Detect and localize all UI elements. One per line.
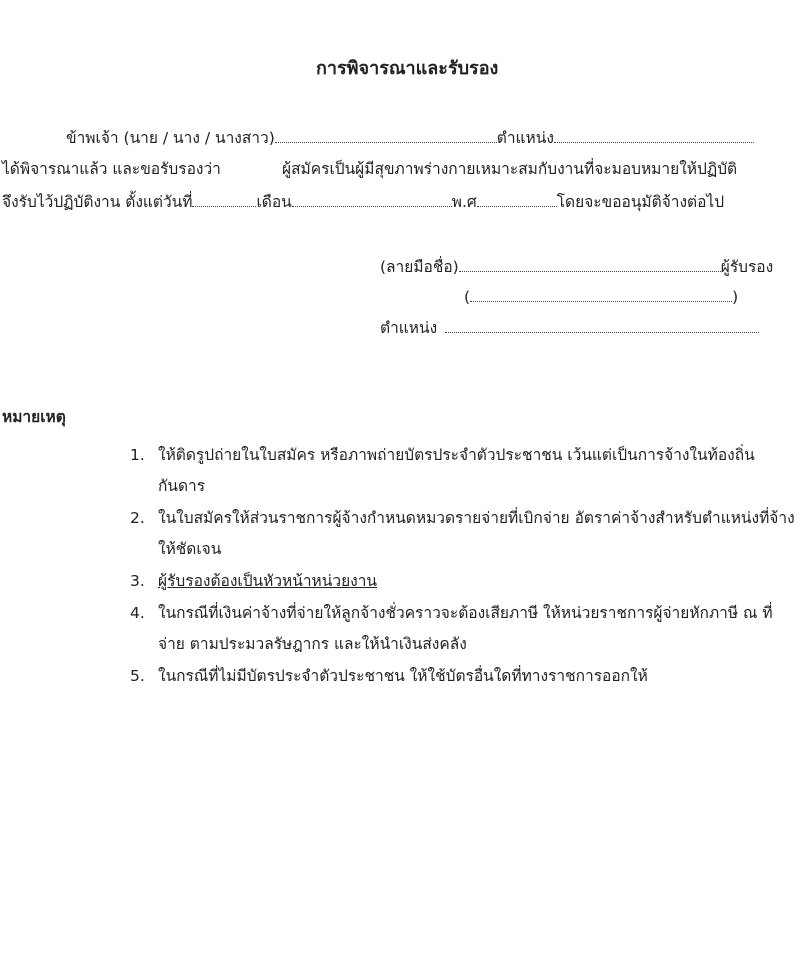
certify-statement-right: ผู้สมัครเป็นผู้มีสุขภาพร่างกายเหมาะสมกับงานที่จะมอบหมายให้ปฏิบัติ <box>282 160 738 178</box>
certifier-position-field[interactable] <box>554 130 754 143</box>
signature-line <box>380 259 773 276</box>
note-text: ในกรณีที่เงินค่าจ้างที่จ่ายให้ลูกจ้างชั่วคราวจะต้องเสียภาษี ให้หน่วยราชการผู้จ่ายหักภาษี ณ ที่จ่าย ตามประมวลรัษฎากร และให้นำเงินส่งคลัง <box>158 604 773 653</box>
certifier-line <box>66 130 754 147</box>
certifier-name-field[interactable] <box>275 130 497 143</box>
note-item <box>130 598 795 660</box>
certifier-name-label: ข้าพเจ้า (นาย / นาง / นางสาว) <box>66 129 275 147</box>
certifier-position-label: ตำแหน่ง <box>496 129 554 147</box>
signer-position-label: ตำแหน่ง <box>380 319 438 337</box>
signature-field[interactable] <box>459 259 721 272</box>
certify-statement-right-line <box>282 162 737 178</box>
note-number: 3. <box>130 572 145 590</box>
note-text: ผู้รับรองต้องเป็นหัวหน้าหน่วยงาน <box>158 572 378 590</box>
approval-note: โดยจะขออนุมัติจ้างต่อไป <box>556 193 725 211</box>
printed-name-field[interactable] <box>470 289 732 302</box>
note-item <box>130 661 795 692</box>
note-text: ในกรณีที่ไม่มีบัตรประจำตัวประชาชน ให้ใช้บัตรอื่นใดที่ทางราชการออกให้ <box>158 667 648 685</box>
certifier-role: ผู้รับรอง <box>720 258 774 276</box>
note-number: 4. <box>130 604 145 622</box>
printed-name-open: ( <box>464 288 471 306</box>
start-month-label: เดือน <box>256 193 292 211</box>
certify-statement-line <box>2 162 221 178</box>
start-year-label: พ.ศ <box>451 193 477 211</box>
start-date-label: จึงรับไว้ปฏิบัติงาน ตั้งแต่วันที่ <box>2 193 193 211</box>
note-number: 5. <box>130 667 145 685</box>
page-title: การพิจารณาและรับรอง <box>316 58 499 79</box>
note-item <box>130 503 795 565</box>
note-number: 1. <box>130 446 145 464</box>
signature-label: (ลายมือชื่อ) <box>380 258 459 276</box>
start-month-field[interactable] <box>292 194 452 207</box>
note-item <box>130 566 795 597</box>
start-year-field[interactable] <box>477 194 557 207</box>
notes-heading: หมายเหตุ <box>2 408 66 426</box>
note-item <box>130 440 795 502</box>
note-text: ในใบสมัครให้ส่วนราชการผู้จ้างกำหนดหมวดรายจ่ายที่เบิกจ่าย อัตราค่าจ้างสำหรับตำแหน่งที่จ้างให้ชัดเจน <box>158 509 795 558</box>
note-text: ให้ติดรูปถ่ายในใบสมัคร หรือภาพถ่ายบัตรประจำตัวประชาชน เว้นแต่เป็นการจ้างในท้องถิ่นกันดาร <box>158 446 755 495</box>
certify-statement-left: ได้พิจารณาแล้ว และขอรับรองว่า <box>2 160 221 178</box>
start-day-field[interactable] <box>192 194 256 207</box>
printed-name-line <box>464 289 738 306</box>
printed-name-close: ) <box>732 288 739 306</box>
start-date-line <box>2 194 724 211</box>
signer-position-line <box>380 320 759 337</box>
signer-position-field[interactable] <box>445 320 759 333</box>
note-number: 2. <box>130 509 145 527</box>
